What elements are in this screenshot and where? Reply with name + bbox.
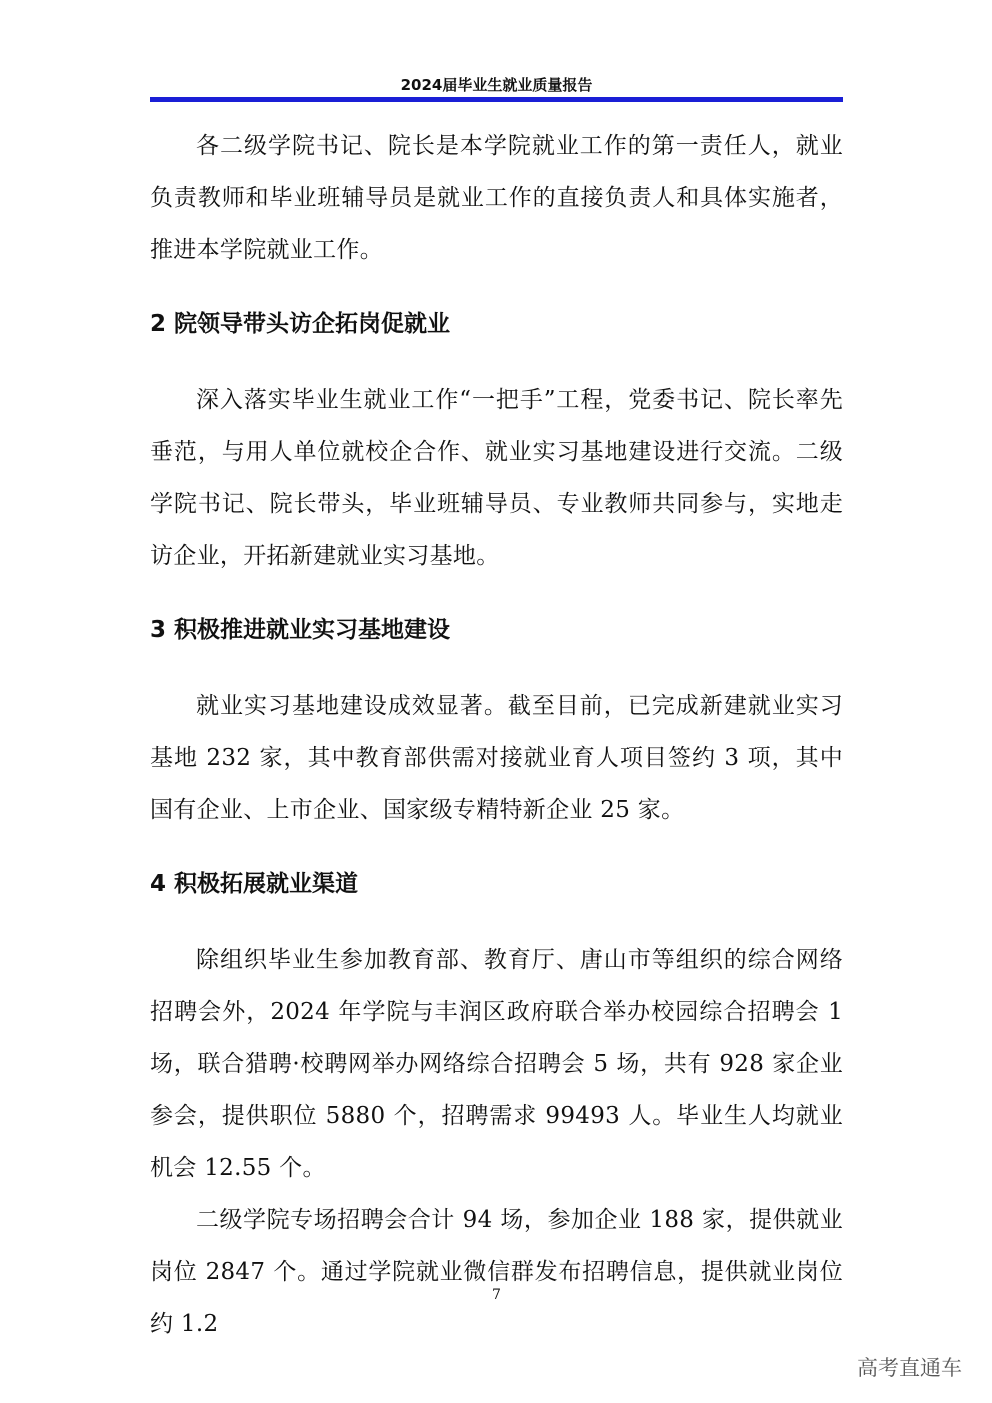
report-header-title: 2024届毕业生就业质量报告 (400, 76, 593, 94)
section-heading-2: 2 院领导带头访企拓岗促就业 (150, 311, 451, 337)
paragraph-college-job-fairs: 二级学院专场招聘会合计 94 场，参加企业 188 家，提供就业岗位 2847 个。通过学院就业微信群发布招聘信息，提供就业岗位约 1.2 (150, 1207, 843, 1337)
paragraph-leadership-visits: 深入落实毕业生就业工作“一把手”工程，党委书记、院长率先垂范，与用人单位就校企合作、就业实习基地建设进行交流。二级学院书记、院长带头，毕业班辅导员、专业教师共同参与，实地走访企业，开拓新建就业实习基地。 (150, 387, 843, 569)
paragraph-responsibility: 各二级学院书记、院长是本学院就业工作的第一责任人，就业负责教师和毕业班辅导员是就业工作的直接负责人和具体实施者，推进本学院就业工作。 (150, 133, 843, 263)
section-heading-3: 3 积极推进就业实习基地建设 (150, 617, 451, 643)
paragraph-internship-bases: 就业实习基地建设成效显著。截至目前，已完成新建就业实习基地 232 家，其中教育部供需对接就业育人项目签约 3 项，其中国有企业、上市企业、国家级专精特新企业 25 家。 (150, 693, 843, 823)
header-rule (150, 97, 843, 102)
watermark-text: 高考直通车 (857, 1356, 962, 1380)
document-body (150, 120, 843, 1350)
page-number: 7 (492, 1287, 501, 1303)
section-heading-4: 4 积极拓展就业渠道 (150, 871, 359, 897)
paragraph-recruitment-fairs: 除组织毕业生参加教育部、教育厅、唐山市等组织的综合网络招聘会外，2024 年学院与丰润区政府联合举办校园综合招聘会 1 场，联合猎聘·校聘网举办网络综合招聘会 5 场，共有 928 家企业参会，提供职位 5880 个，招聘需求 99493 人。毕业生人均就业机会 12.55 个。 (150, 947, 843, 1181)
